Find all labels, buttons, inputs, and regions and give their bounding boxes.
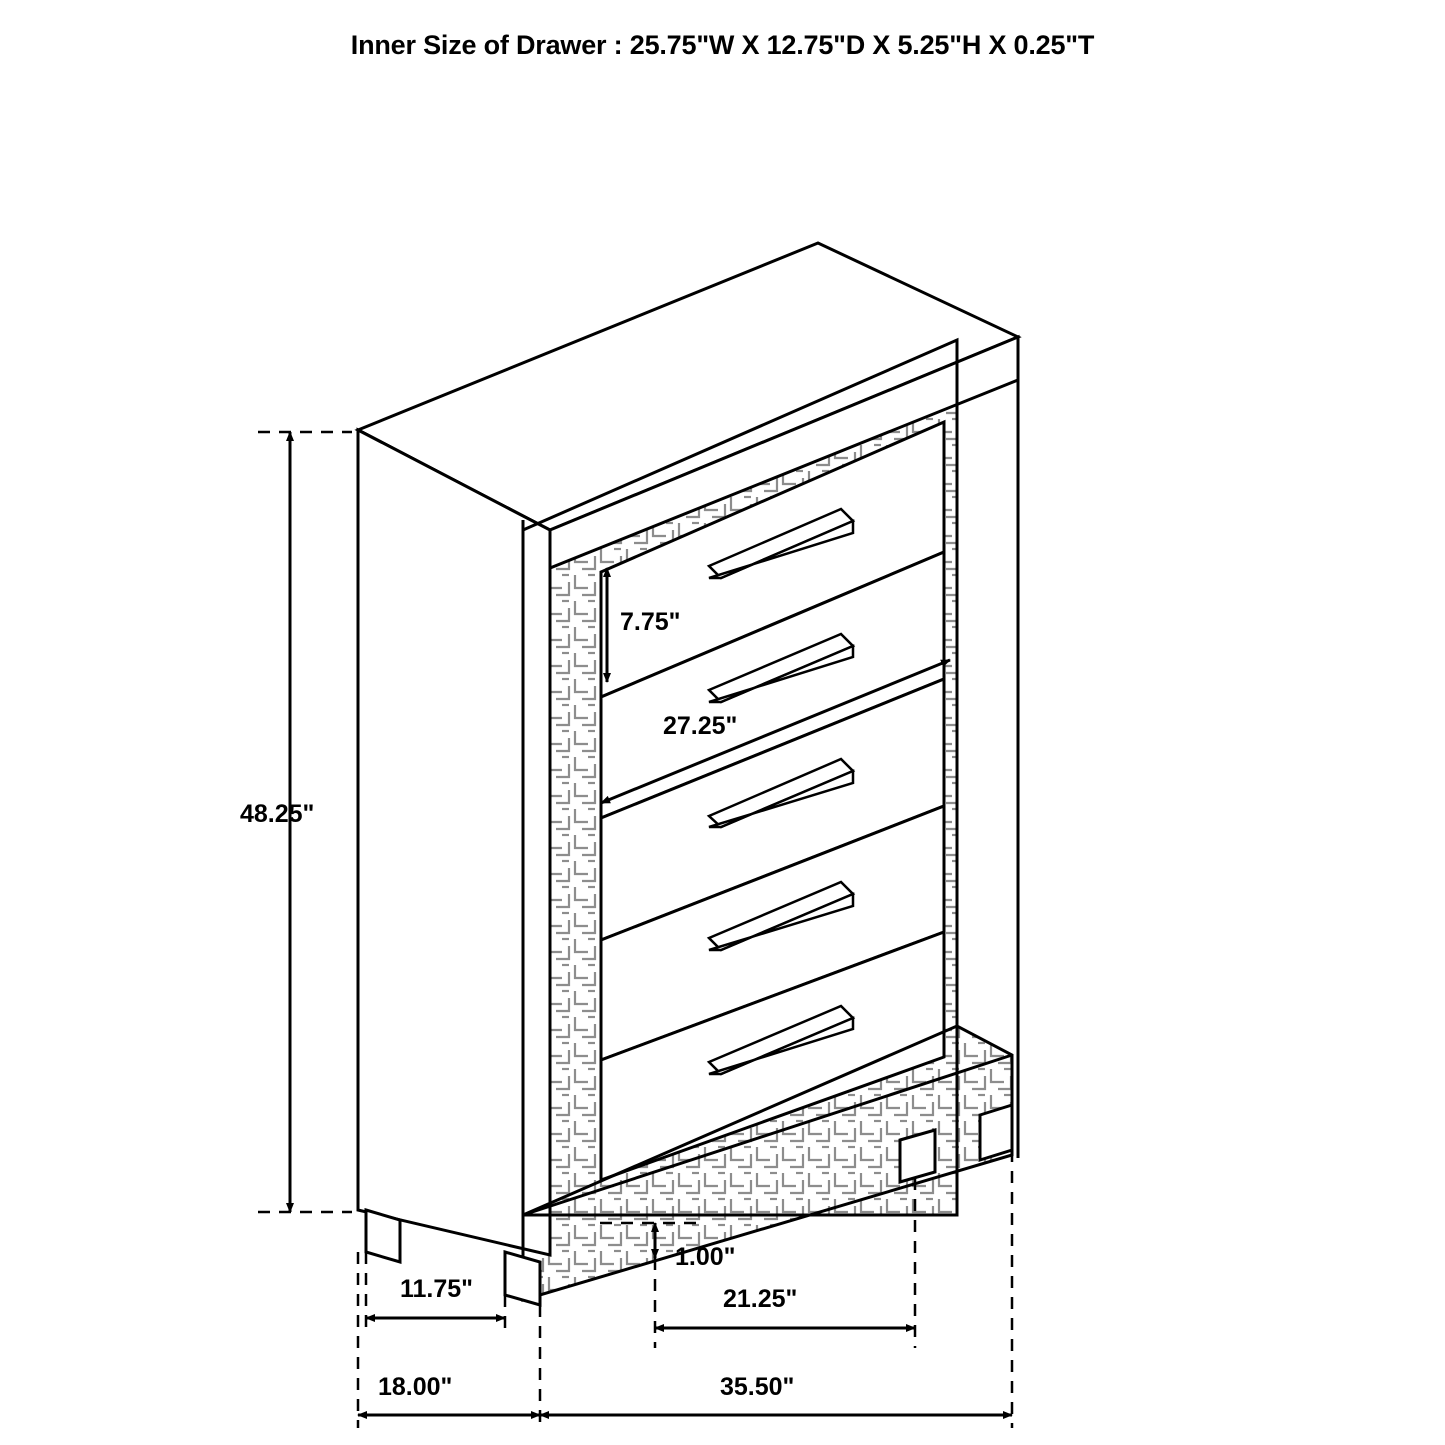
dim-front-inner-width: 21.25" <box>723 1285 798 1313</box>
dim-height-total: 48.25" <box>240 800 315 828</box>
dim-depth-total: 18.00" <box>378 1373 453 1401</box>
dim-leg-height: 1.00" <box>675 1243 736 1271</box>
page-title: Inner Size of Drawer : 25.75"W X 12.75"D X 5.25"H X 0.25"T <box>350 30 1095 60</box>
dim-width-total: 35.50" <box>720 1373 795 1401</box>
dim-drawer-front-height: 7.75" <box>620 608 681 636</box>
dim-drawer-front-width: 27.25" <box>663 712 738 740</box>
dim-side-depth-inner: 11.75" <box>400 1275 474 1303</box>
cabinet-body <box>358 243 1018 1305</box>
